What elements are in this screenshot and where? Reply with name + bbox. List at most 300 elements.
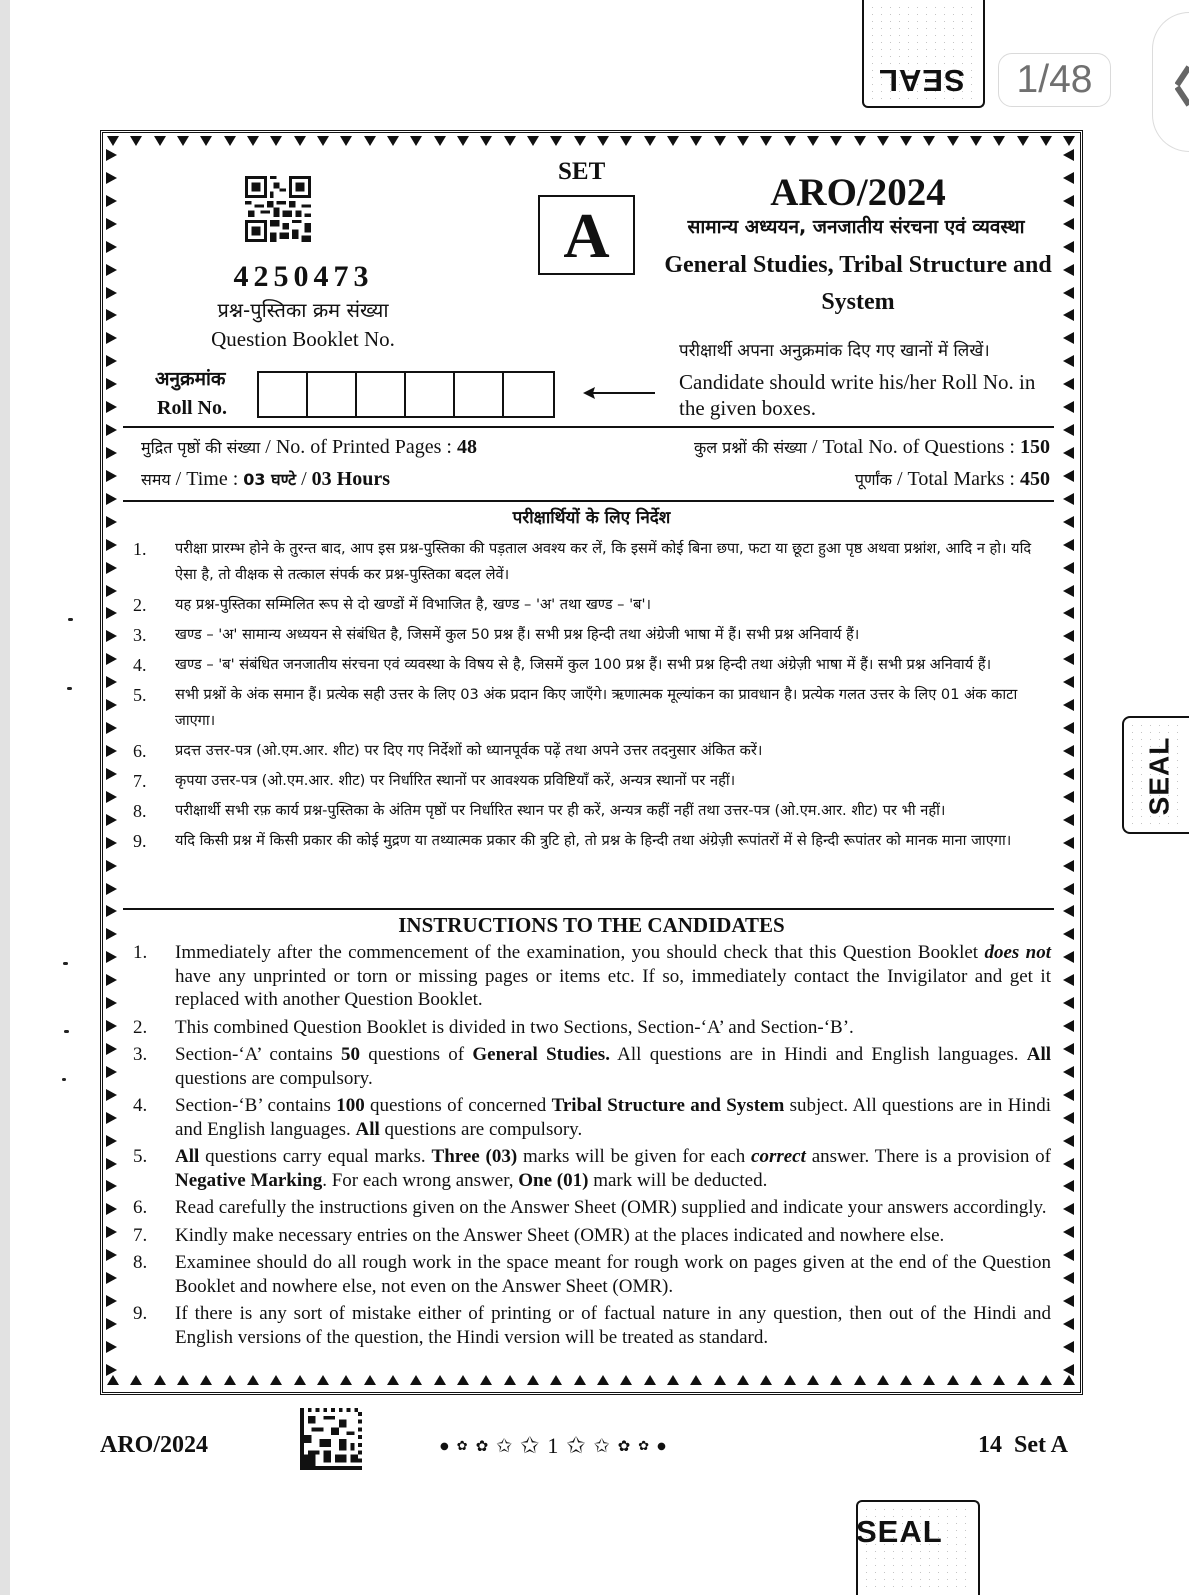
instruction-text: खण्ड – 'अ' सामान्य अध्ययन से संबंधित है, जिसमें कुल 50 प्रश्न हैं। सभी प्रश्न हिन्दी तथा अंग्रेजी भाषा में हैं। सभी प्रश्न अनिवार्य हैं। [175,626,860,643]
instruction-number: 3. [133,1044,148,1065]
border-ornament [1063,1295,1074,1307]
flower-icon: ✿ [638,1438,650,1454]
border-ornament [106,951,117,963]
border-ornament [340,1375,352,1385]
subject-english: General Studies, Tribal Structure and System [664,252,1052,315]
border-ornament [1063,745,1074,757]
border-ornament [1063,768,1074,780]
border-ornament [714,136,726,146]
dot-icon: ● [657,1440,666,1452]
border-ornament [1063,218,1074,230]
instruction-number: 1. [133,942,148,963]
ornamental-border-top [107,136,1076,150]
border-ornament [106,1341,117,1353]
instruction-text-run: Three (03) [431,1146,518,1167]
footer-page-ornament [440,1433,666,1459]
border-ornament [1063,1043,1074,1055]
border-ornament [620,1375,632,1385]
instruction-item-english [133,1302,1051,1349]
border-ornament [106,1203,117,1215]
border-ornament [177,1375,189,1385]
instruction-number: 7. [133,1224,148,1246]
border-ornament [107,1375,119,1385]
border-ornament [877,1375,889,1385]
seal-text: SEAL [878,63,965,98]
instruction-text-run: subject. All questions are in Hindi and English languages. [175,1095,1051,1140]
instruction-text: कृपया उत्तर-पत्र (ओ.एम.आर. शीट) पर निर्धारित स्थानों पर आवश्यक प्रविष्टियाँ करें, अन्यत्र स्थानों पर नहीं। [175,772,736,789]
viewer-left-edge [0,0,10,1595]
border-ornament [106,607,117,619]
border-ornament [294,1375,306,1385]
border-ornament [106,1226,117,1238]
page-nav-button-container[interactable] [1152,12,1189,154]
border-ornament [690,136,702,146]
roll-number-box[interactable] [259,373,308,416]
border-ornament [410,136,422,146]
pages-value: 48 [456,436,477,458]
instruction-text-run: does not [984,942,1051,963]
candidate-note-english: Candidate should write his/her Roll No. in the given boxes. [679,370,1036,420]
instruction-text: यह प्रश्न-पुस्तिका सम्मिलित रूप से दो खण्डों में विभाजित है, खण्ड – 'अ' तथा खण्ड – 'ब'। [175,596,651,613]
border-ornament [130,1375,142,1385]
instruction-text [175,1094,1051,1141]
border-ornament [106,1249,117,1261]
ornamental-border-right [1063,149,1077,1376]
border-ornament [224,136,236,146]
border-ornament [247,136,259,146]
instruction-item-hindi [133,768,1051,794]
roll-number-boxes[interactable] [257,371,555,418]
page-indicator [998,53,1111,107]
roll-label-hindi: अनुक्रमांक [155,368,226,390]
border-ornament [1063,1089,1074,1101]
border-ornament [106,355,117,367]
roll-number-box[interactable] [406,373,455,416]
border-ornament [993,1375,1005,1385]
border-ornament [200,136,212,146]
border-ornament [1063,1272,1074,1284]
border-ornament [106,653,117,665]
time-value-english: 03 Hours [311,468,390,490]
instruction-item-hindi [133,682,1051,734]
instruction-text-run: Read carefully the instructions given on the Answer Sheet (OMR) supplied and indicate your answers accordingly. [175,1197,1047,1218]
instruction-text: यदि किसी प्रश्न में किसी प्रकार की कोई मुद्रण या तथ्यात्मक प्रकार की त्रुटि हो, तो प्रश्न के हिन्दी तथा अंग्रेज़ी रूपांतरों में से हिन्दी रूपांतर को मानक माना जाएगा। [175,832,1012,849]
border-ornament [1063,630,1074,642]
border-ornament [200,1375,212,1385]
instruction-text [175,1043,1051,1090]
border-ornament [106,264,117,276]
questions-label-english: Total No. of Questions : [822,436,1015,458]
arrow-left-icon [583,386,655,400]
booklet-label-english: Question Booklet No. [211,327,395,351]
border-ornament [1063,1112,1074,1124]
border-ornament [106,447,117,459]
instructions-heading-hindi: परीक्षार्थियों के लिए निर्देश [512,508,671,528]
border-ornament [1063,1249,1074,1261]
border-ornament [107,136,119,146]
border-ornament [1063,195,1074,207]
seal-stamp-right [1122,716,1189,834]
border-ornament [106,1089,117,1101]
instruction-text-run: One (01) [518,1169,589,1191]
border-ornament [106,837,117,849]
border-ornament [854,1375,866,1385]
divider [123,908,1054,910]
border-ornament [457,1375,469,1385]
border-ornament [1063,676,1074,688]
border-ornament [1063,974,1074,986]
border-ornament [224,1375,236,1385]
border-ornament [1063,1020,1074,1032]
page-nav-button[interactable] [1152,12,1189,152]
instruction-text [175,1016,1051,1040]
marks-label-english: Total Marks : [907,468,1015,490]
border-ornament [1063,837,1074,849]
instruction-text-run: Immediately after the commencement of the examination, you should check that this Question Booklet [175,942,985,963]
border-ornament [294,136,306,146]
border-ornament [106,860,117,872]
border-ornament [1063,1066,1074,1078]
border-ornament [597,1375,609,1385]
scan-mark [64,1030,69,1033]
border-ornament [807,136,819,146]
footer-page-number: 1 [547,1433,559,1458]
instruction-text-run: All [175,1146,200,1167]
border-ornament [1063,997,1074,1009]
border-ornament [1063,1135,1074,1147]
border-ornament [1063,447,1074,459]
instruction-text-run: This combined Question Booklet is divided in two Sections, Section-‘A’ and Section-‘B’. [175,1016,854,1038]
pages-label-hindi: मुद्रित पृष्ठों की संख्या [141,438,261,457]
instruction-text: प्रदत्त उत्तर-पत्र (ओ.एम.आर. शीट) पर दिए गए निर्देशों को ध्यानपूर्वक पढ़ें तथा अपने उत्तर तदनुसार अंकित करें। [175,742,763,759]
instruction-text: सभी प्रश्नों के अंक समान हैं। प्रत्येक सही उत्तर के लिए 03 अंक प्रदान किए जाएँगे। ऋणात्मक मूल्यांकन का प्रावधान है। प्रत्येक गलत उत्तर के लिए 01 अंक काटा जाएगा। [175,686,1018,729]
border-ornament [480,136,492,146]
border-ornament [106,401,117,413]
instruction-text-run: Negative Marking [175,1169,323,1191]
border-ornament [1063,722,1074,734]
instruction-text [175,1251,1051,1298]
border-ornament [177,136,189,146]
instruction-number: 2. [133,595,147,615]
seal-text: SEAL [856,1514,943,1549]
instruction-text [175,1196,1051,1220]
border-ornament [106,1112,117,1124]
border-ornament [854,136,866,146]
border-ornament [106,1272,117,1284]
border-ornament [1063,951,1074,963]
border-ornament [106,745,117,757]
border-ornament [1063,653,1074,665]
border-ornament [387,136,399,146]
border-ornament [667,1375,679,1385]
border-ornament [106,1295,117,1307]
instructions-list-english [133,941,1051,1353]
instruction-text-run: Tribal Structure and System [551,1095,785,1116]
border-ornament [550,136,562,146]
marks-label-hindi: पूर्णांक [854,470,892,489]
datamatrix-code [300,1408,362,1470]
printed-pages: मुद्रित पृष्ठों की संख्या / No. of Printed Pages : 48 [141,436,477,458]
border-ornament [106,814,117,826]
instruction-text: खण्ड – 'ब' संबंधित जनजातीय संरचना एवं व्यवस्था के विषय से है, जिसमें कुल 100 प्रश्न हैं। सभी प्रश्न हिन्दी तथा अंग्रेज़ी भाषा में हैं। सभी प्रश्न अनिवार्य हैं। [175,656,992,673]
border-ornament [106,1043,117,1055]
marks-value: 450 [1020,468,1050,490]
border-ornament [106,241,117,253]
instruction-item-english [133,1145,1051,1192]
time-value-hindi: 03 घण्टे [243,470,297,489]
border-ornament [106,1364,117,1376]
border-ornament [784,1375,796,1385]
border-ornament [1040,1375,1052,1385]
star-outline-icon: ✩ [566,1433,586,1459]
border-ornament [106,1318,117,1330]
exam-time: समय / Time : 03 घण्टे / 03 Hours [141,468,390,490]
total-questions: कुल प्रश्नों की संख्या / Total No. of Questions : 150 [693,436,1050,458]
instruction-text-run: Section-‘A’ contains [175,1044,342,1065]
border-ornament [504,1375,516,1385]
instruction-text-run: Section-‘B’ contains [175,1095,337,1116]
border-ornament [106,1135,117,1147]
border-ornament [1063,378,1074,390]
border-ornament [106,195,117,207]
border-ornament [1063,860,1074,872]
ornamental-border-bottom [107,1375,1076,1389]
border-ornament [106,883,117,895]
footer-exam-code: ARO/2024 [100,1432,208,1458]
border-ornament [106,699,117,711]
instruction-text-run: . For each wrong answer, [322,1169,519,1191]
instructions-list-hindi [133,536,1051,858]
border-ornament [1063,401,1074,413]
border-ornament [1063,470,1074,482]
instruction-text-run: marks will be given for each [517,1146,752,1167]
border-ornament [1063,355,1074,367]
instruction-item-english [133,1043,1051,1090]
instruction-number: 5. [133,1146,148,1167]
border-ornament [106,562,117,574]
questions-label-hindi: कुल प्रश्नों की संख्या [693,438,807,457]
instruction-text-run: mark will be deducted. [588,1169,768,1191]
border-ornament [130,136,142,146]
scan-mark [62,1078,66,1081]
instruction-number: 8. [133,1252,148,1273]
border-ornament [106,287,117,299]
instruction-item-hindi [133,622,1051,648]
border-ornament [410,1375,422,1385]
seal-text: SEAL [1143,736,1175,816]
questions-value: 150 [1020,436,1050,458]
instruction-number: 2. [133,1016,148,1038]
divider [123,500,1054,502]
border-ornament [106,309,117,321]
border-ornament [317,1375,329,1385]
instruction-text: परीक्षा प्रारम्भ होने के तुरन्त बाद, आप इस प्रश्न-पुस्तिका की पड़ताल अवश्य कर लें, कि इसमें कोई बिना छपा, फटा या छूटा हुआ पृष्ठ अथवा प्रश्नांश, आदि न हो। यदि ऐसा है, तो वीक्षक से तत्काल संपर्क कर प्रश्न-पुस्तिका बदल लेवें। [175,540,1032,583]
border-ornament [106,218,117,230]
exam-code: ARO/2024 [770,171,946,214]
border-ornament [270,1375,282,1385]
border-ornament [106,997,117,1009]
border-ornament [1063,791,1074,803]
instruction-item-english [133,1094,1051,1141]
exam-cover-sheet [100,130,1083,1395]
border-ornament [106,378,117,390]
border-ornament [807,1375,819,1385]
border-ornament [106,539,117,551]
instruction-item-hindi [133,652,1051,678]
border-ornament [620,136,632,146]
border-ornament [1063,1318,1074,1330]
border-ornament [737,1375,749,1385]
instruction-number: 8. [133,801,147,821]
instruction-item-hindi [133,592,1051,618]
dot-icon: ● [440,1440,449,1452]
border-ornament [317,136,329,146]
instruction-item-english [133,941,1051,1012]
border-ornament [106,493,117,505]
seal-stamp-bottom [856,1500,980,1595]
instruction-text-run: All [1026,1044,1051,1065]
instruction-number: 3. [133,625,147,645]
border-ornament [993,136,1005,146]
flower-icon: ✿ [475,1437,489,1455]
instruction-text-run: correct [751,1146,806,1167]
instruction-text [175,941,1051,1012]
candidate-note-hindi: परीक्षार्थी अपना अनुक्रमांक दिए गए खानों में लिखें। [679,341,990,361]
instruction-text-run: questions carry equal marks. [199,1146,432,1167]
seal-stamp-top [862,0,985,108]
set-label: SET [558,158,606,185]
border-ornament [340,136,352,146]
border-ornament [737,136,749,146]
instruction-text-run: questions are compulsory. [175,1067,373,1089]
instruction-item-hindi [133,536,1051,588]
border-ornament [1063,539,1074,551]
instruction-item-english [133,1196,1051,1220]
border-ornament [106,1020,117,1032]
ornamental-border-left [106,149,120,1376]
border-ornament [457,136,469,146]
scan-mark [67,687,72,690]
instruction-text-run: Kindly make necessary entries on the Answer Sheet (OMR) at the places indicated and nowhere else. [175,1224,945,1246]
border-ornament [900,1375,912,1385]
roll-number-box[interactable] [308,373,357,416]
border-ornament [1063,1158,1074,1170]
border-ornament [1063,883,1074,895]
border-ornament [106,332,117,344]
instruction-text [175,1302,1051,1349]
instruction-item-english [133,1016,1051,1040]
border-ornament [106,149,117,161]
roll-number-box[interactable] [504,373,553,416]
instruction-number: 1. [133,539,147,559]
border-ornament [434,1375,446,1385]
border-ornament [527,1375,539,1385]
border-ornament [667,136,679,146]
border-ornament [923,136,935,146]
border-ornament [1063,241,1074,253]
instruction-number: 7. [133,771,147,791]
border-ornament [947,1375,959,1385]
qr-code [244,176,312,242]
star-outline-icon: ✩ [496,1435,513,1457]
border-ornament [106,768,117,780]
border-ornament [1063,264,1074,276]
border-ornament [1063,1375,1075,1385]
instruction-text-run: General Studies. [472,1044,610,1065]
border-ornament [364,1375,376,1385]
border-ornament [527,136,539,146]
border-ornament [106,585,117,597]
total-marks: पूर्णांक / Total Marks : 450 [854,468,1050,490]
border-ornament [1063,309,1074,321]
border-ornament [1063,585,1074,597]
border-ornament [270,136,282,146]
instruction-number: 4. [133,1095,148,1116]
border-ornament [247,1375,259,1385]
instruction-text-run: 100 [336,1095,365,1116]
time-label-english: Time : [186,468,239,490]
border-ornament [504,136,516,146]
instruction-text [175,1145,1051,1192]
footer-page-set: 14 Set A [978,1432,1068,1458]
border-ornament [480,1375,492,1385]
border-ornament [1063,699,1074,711]
border-ornament [714,1375,726,1385]
star-outline-icon: ✩ [520,1433,540,1459]
time-label-hindi: समय [141,470,171,489]
border-ornament [1063,136,1075,146]
border-ornament [1063,562,1074,574]
border-ornament [900,136,912,146]
instruction-text-run: If there is any sort of mistake either of printing or of factual nature in any question, then out of the Hindi and English versions of the question, the Hindi version will be treated as standard. [175,1303,1051,1348]
border-ornament [970,1375,982,1385]
set-value-box: A [538,195,635,275]
border-ornament [830,136,842,146]
instruction-text-run: 50 [341,1044,361,1065]
scan-mark [63,962,68,965]
border-ornament [690,1375,702,1385]
instruction-number: 5. [133,685,147,705]
flower-icon: ✿ [617,1437,631,1455]
border-ornament [1063,424,1074,436]
border-ornament [1017,1375,1029,1385]
roll-number-box[interactable] [357,373,406,416]
border-ornament [154,136,166,146]
border-ornament [1063,1226,1074,1238]
flower-icon: ✿ [456,1438,468,1454]
instruction-item-hindi [133,798,1051,824]
star-outline-icon: ✩ [593,1435,610,1457]
scan-mark [68,618,73,621]
border-ornament [154,1375,166,1385]
page-indicator-text: 1/48 [1016,58,1093,101]
border-ornament [923,1375,935,1385]
border-ornament [106,630,117,642]
border-ornament [1063,149,1074,161]
border-ornament [106,676,117,688]
instruction-number: 9. [133,831,147,851]
border-ornament [760,136,772,146]
border-ornament [1063,1180,1074,1192]
border-ornament [106,1180,117,1192]
instruction-item-english [133,1224,1051,1248]
roll-number-box[interactable] [455,373,504,416]
border-ornament [1063,1341,1074,1353]
instruction-number: 6. [133,1197,148,1218]
instruction-text-run: questions of [360,1044,473,1065]
border-ornament [784,136,796,146]
pages-label-english: No. of Printed Pages : [275,436,452,458]
